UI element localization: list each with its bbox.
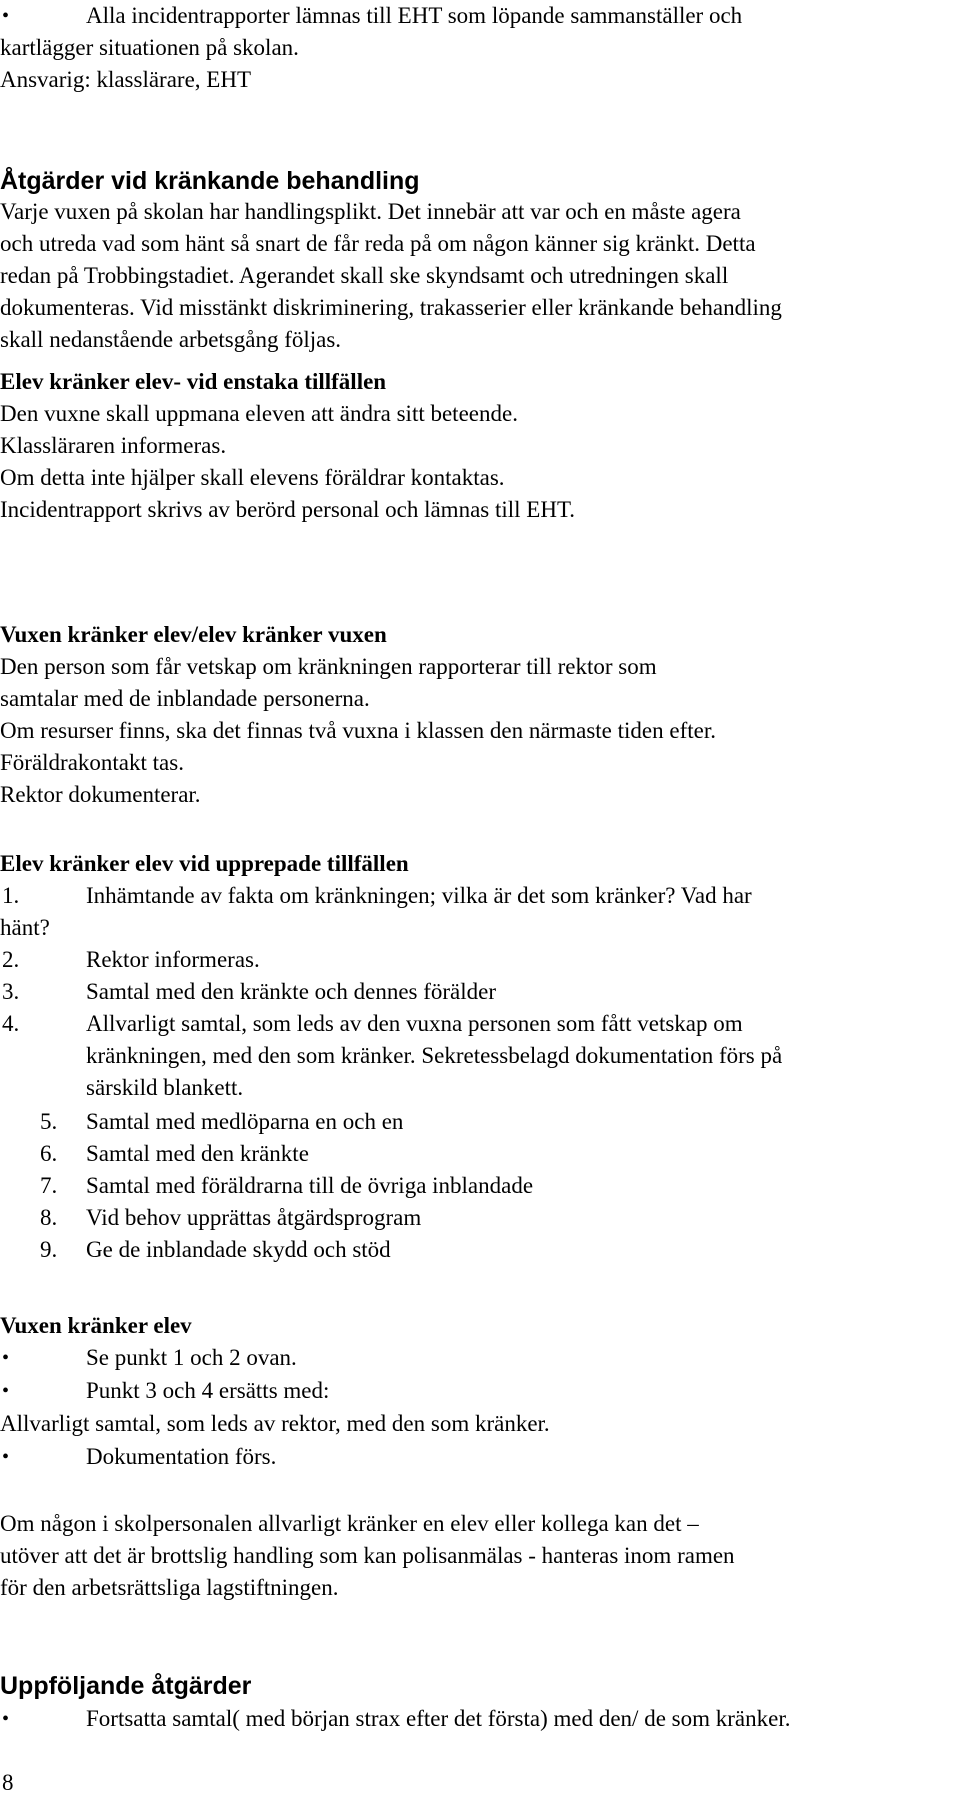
intro-bullet-row [0,0,950,32]
list-number: 8. [40,1205,58,1230]
paragraph-line: utöver att det är brottslig handling som kan polisanmälas - hanteras inom ramen [0,1543,735,1568]
list-item [0,880,950,912]
list-item-continuation [0,1040,950,1072]
paragraph-atgarder [0,196,950,356]
list-text: kränkningen, med den som kränker. Sekretessbelagd dokumentation förs på [86,1043,783,1068]
paragraph-line: redan på Trobbingstadiet. Agerandet skall ske skyndsamt och utredningen skall [0,263,729,288]
paragraph-line: Rektor dokumenterar. [0,782,201,807]
list-text: Ge de inblandade skydd och stöd [86,1237,391,1262]
bullet-icon: • [2,1347,10,1369]
intro-line-2: kartlägger situationen på skolan. [0,35,299,60]
paragraph-line: Incidentrapport skrivs av berörd personal och lämnas till EHT. [0,497,576,522]
bullet-icon: • [2,1708,10,1730]
paragraph-line: Den vuxne skall uppmana eleven att ändra sitt beteende. [0,401,518,426]
list-text: Samtal med medlöparna en och en [86,1109,404,1134]
paragraph-enstaka [0,398,950,526]
list-item [0,944,950,976]
bullet-text: Dokumentation förs. [86,1444,277,1469]
list-number: 9. [40,1237,58,1262]
bullet-icon: • [2,5,10,27]
list-item [0,1170,950,1202]
paragraph-line: Om resurser finns, ska det finnas två vuxna i klassen den närmaste tiden efter. [0,718,716,743]
paragraph-line: och utreda vad som hänt så snart de får reda på om någon känner sig kränkt. Detta [0,231,756,256]
paragraph-vuxen-elev [0,651,950,811]
bullet-icon: • [2,1446,10,1468]
intro-text [0,32,950,96]
bullet-text: Se punkt 1 och 2 ovan. [86,1345,297,1370]
list-number: 7. [40,1173,58,1198]
paragraph-line: Om någon i skolpersonalen allvarligt kränker en elev eller kollega kan det – [0,1511,699,1536]
bullet-item [0,1375,950,1407]
list-item-continuation [0,1072,950,1104]
list-text: Samtal med den kränkte [86,1141,309,1166]
paragraph-line: Den person som får vetskap om kränkningen rapporterar till rektor som [0,654,657,679]
bullet-item [0,1342,950,1374]
list-text: Vid behov upprättas åtgärdsprogram [86,1205,422,1230]
list-text: särskild blankett. [86,1075,244,1100]
list-number: 2. [2,947,20,972]
list-item [0,976,950,1008]
intro-line-1: Alla incidentrapporter lämnas till EHT som löpande sammanställer och [86,3,743,28]
paragraph-line: skall nedanstående arbetsgång följas. [0,327,342,352]
heading-uppfoljande: Uppföljande åtgärder [0,1672,252,1700]
heading-atgarder: Åtgärder vid kränkande behandling [0,167,420,195]
list-number: 3. [2,979,20,1004]
bullet-item [0,1441,950,1473]
list-number: 4. [2,1011,20,1036]
list-text: Samtal med föräldrarna till de övriga inblandade [86,1173,534,1198]
heading-enstaka: Elev kränker elev- vid enstaka tillfällen [0,369,387,394]
list-number: 5. [40,1109,58,1134]
intro-responsible: Ansvarig: klasslärare, EHT [0,67,252,92]
list-text: Rektor informeras. [86,947,260,972]
bullet-text: Fortsatta samtal( med början strax efter det första) med den/ de som kränker. [86,1706,791,1731]
heading-vuxen: Vuxen kränker elev [0,1313,192,1338]
list-number: 1. [2,883,20,908]
paragraph-line: Varje vuxen på skolan har handlingsplikt. Det innebär att var och en måste agera [0,199,741,224]
list-item [0,1106,950,1138]
paragraph-line: Allvarligt samtal, som leds av rektor, med den som kränker. [0,1411,550,1436]
list-number: 6. [40,1141,58,1166]
list-text: Inhämtande av fakta om kränkningen; vilka är det som kränker? Vad har [86,883,752,908]
list-item [0,1138,950,1170]
paragraph-line: Klassläraren informeras. [0,433,227,458]
paragraph-personal [0,1508,950,1604]
paragraph-line: dokumenteras. Vid misstänkt diskriminering, trakasserier eller kränkande behandling [0,295,782,320]
list-text: Allvarligt samtal, som leds av den vuxna personen som fått vetskap om [86,1011,743,1036]
list-item [0,1008,950,1040]
paragraph-line: Föräldrakontakt tas. [0,750,184,775]
bullet-item [0,1703,950,1735]
bullet-icon: • [2,1380,10,1402]
paragraph-line: Om detta inte hjälper skall elevens föräldrar kontaktas. [0,465,505,490]
paragraph-line: samtalar med de inblandade personerna. [0,686,370,711]
list-continuation: hänt? [0,915,50,940]
list-text: Samtal med den kränkte och dennes förälder [86,979,497,1004]
list-item [0,1234,950,1266]
list-item [0,1202,950,1234]
page-number: 8 [2,1770,14,1795]
bullet-text: Punkt 3 och 4 ersätts med: [86,1378,330,1403]
heading-vuxen-elev: Vuxen kränker elev/elev kränker vuxen [0,622,387,647]
paragraph-line: för den arbetsrättsliga lagstiftningen. [0,1575,339,1600]
heading-upprepade: Elev kränker elev vid upprepade tillfällen [0,851,409,876]
